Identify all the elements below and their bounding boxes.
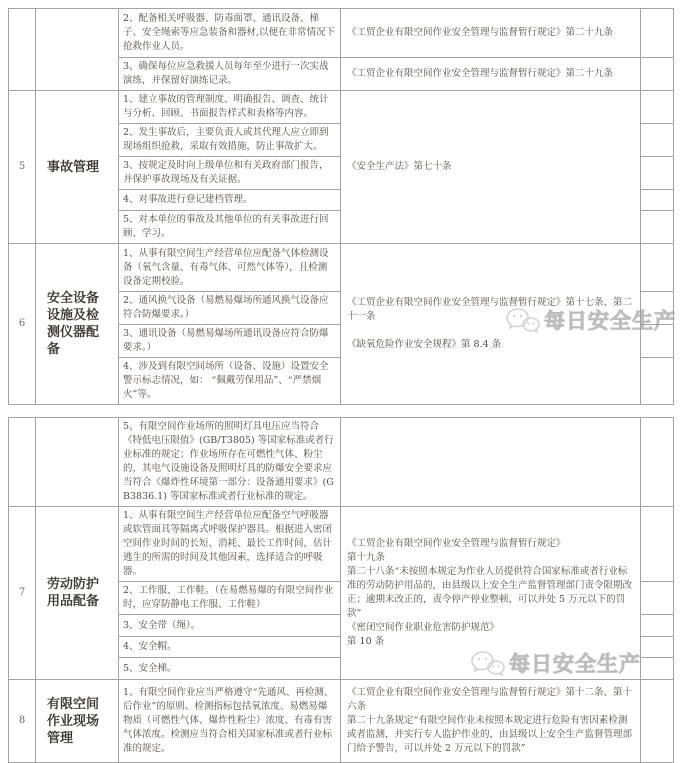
category-cell: 事故管理 [36, 91, 119, 244]
requirement-cell: 1、建立事故的管理制度、明确报告、调查、统计与分析、回顾、书面报告样式和表格等内容。 [119, 91, 341, 124]
check-cell [641, 615, 674, 637]
reference-line: 《工贸企业有限空间作业安全管理与监督暂行规定》第十七条、第二十一条 [347, 297, 633, 322]
category-cell: 有限空间作业现场管理 [36, 680, 119, 763]
watermark-text: 每日安全生产 [509, 652, 641, 676]
check-cell [641, 211, 674, 244]
check-cell [641, 124, 674, 157]
table-row [9, 244, 674, 292]
requirement-cell: 4、涉及到有限空间场所（设备、设施）设置安全警示标志情况，如： “佩戴劳保用品”、“严禁烟火”等。 [119, 358, 341, 405]
check-cell [641, 325, 674, 358]
row-number-cell [9, 418, 36, 507]
check-cell [641, 507, 674, 582]
reference-line: 第十九条 [347, 552, 386, 563]
reference-line: 第 10 条 [347, 636, 385, 647]
reference-cell: 《工贸企业有限空间作业安全管理与监督暂行规定》第二十九条 [341, 58, 641, 91]
reference-line: 第二十八条“未按照本规定为作业人员提供符合国家标准或者行业标准的劳动防护用品的，由县级以上安全生产监督管理部门责令限期改正；逾期未改正的，责令停产停业整顿，可以并处 5 万元以下的罚款” [347, 566, 633, 619]
reference-line: 第二十九条规定“有限空间作业未按照本规定进行危险有害因素检测或者监测，并实行专人监护作业的，由县级以上安全生产监督管理部门给予警告，可以并处 2 万元以下的罚款” [347, 715, 633, 754]
reference-line: 《密闭空间作业职业危害防护规范》 [347, 622, 500, 633]
table-row [9, 680, 674, 763]
row-number-cell [9, 9, 36, 91]
requirement-cell: 5、有限空间作业场所的照明灯具电压应当符合《特低电压限值》(GB/T3805) 等国家标准或者行业标准的规定；作业场所存在可燃性气体、粉尘的，其电气设施设备及照明灯具的防爆安全要求应当符合《爆炸性环境第一部分：设备通用要求》(GB3836.1) 等国家标准或者行业标准的规定。 [119, 418, 341, 507]
check-cell [641, 418, 674, 507]
check-cell [641, 582, 674, 615]
requirement-cell: 1、有限空间作业应当严格遵守“先通风、再检测、后作业”的原则。检测指标包括氧浓度、易燃易爆物质（可燃性气体、爆炸性粉尘）浓度、有毒有害气体浓度。检测应当符合相关国家标准或者行业标准的规定。 [119, 680, 341, 763]
check-cell [641, 680, 674, 763]
spacer [347, 324, 634, 338]
reference-cell: 《工贸企业有限空间作业安全管理与监督暂行规定》第二十九条 [341, 9, 641, 58]
requirement-cell: 3、安全带（绳）。 [119, 615, 341, 637]
reference-cell [341, 507, 641, 680]
table-row [9, 507, 674, 582]
check-cell [641, 58, 674, 91]
check-cell [641, 157, 674, 190]
requirement-cell: 5、安全梯。 [119, 658, 341, 680]
check-cell [641, 658, 674, 680]
requirement-cell: 3、确保每位应急救援人员每年至少进行一次实战演练，并保留好演练记录。 [119, 58, 341, 91]
requirement-cell: 2、工作服、工作鞋。（在易燃易爆的有限空间作业时，应穿防静电工作服、工作鞋） [119, 582, 341, 615]
checklist-table-top [8, 8, 674, 405]
reference-line: 《工贸企业有限空间作业安全管理与监督暂行规定》 [347, 538, 566, 549]
check-cell [641, 637, 674, 658]
check-cell [641, 91, 674, 124]
table-row [9, 418, 674, 507]
reference-cell [341, 418, 641, 507]
document-sheet [8, 8, 674, 763]
requirement-cell: 5、对本单位的事故及其他单位的有关事故进行回顾、学习。 [119, 211, 341, 244]
watermark-text: 每日安全生产 [544, 309, 676, 333]
category-cell [36, 418, 119, 507]
requirement-cell: 2、配备相关呼吸器、防毒面罩、通讯设备、梯子、安全绳索等应急装备和器材,以便在非常情况下抢救作业人员。 [119, 9, 341, 58]
row-number-cell: 6 [9, 244, 36, 405]
requirement-cell: 1、从事有限空间生产经营单位应配备气体检测设备（氧气含量、有毒气体、可然气体等），且检测设备定期校验。 [119, 244, 341, 292]
table-row [9, 91, 674, 124]
requirement-cell: 3、按规定及时向上级单位和有关政府部门报告，并保护事故现场及有关证据。 [119, 157, 341, 190]
requirement-cell: 2、通风换气设备（易燃易爆场所通风换气设备应符合防爆要求。） [119, 292, 341, 325]
requirement-cell: 3、通讯设备（易燃易爆场所通讯设备应符合防爆要求。） [119, 325, 341, 358]
requirement-cell: 1、从事有限空间生产经营单位应配备空气呼吸器或软管面具等隔离式呼吸保护器具。根据进入密闭空间作业时间的长短、消耗、最长工作时间，估计逃生的所需的时间及其他因素，选择适合的呼吸器。 [119, 507, 341, 582]
category-cell [36, 9, 119, 91]
check-cell [641, 292, 674, 325]
page-break-gap [8, 405, 674, 417]
requirement-cell: 4、对事故进行登记建档管理。 [119, 190, 341, 211]
checklist-table-bottom [8, 417, 674, 763]
requirement-cell: 2、发生事故后，主要负责人或其代理人应立即到现场组织抢救，采取有效措施，防止事故扩大。 [119, 124, 341, 157]
table-row [9, 9, 674, 58]
requirement-cell: 4、安全帽。 [119, 637, 341, 658]
row-number-cell: 7 [9, 507, 36, 680]
reference-cell: 《安全生产法》第七十条 [341, 91, 641, 244]
reference-line: 《缺氧危险作业安全规程》第 8.4 条 [347, 339, 502, 350]
check-cell [641, 358, 674, 405]
reference-cell [341, 244, 641, 405]
check-cell [641, 244, 674, 292]
check-cell [641, 9, 674, 58]
row-number-cell: 5 [9, 91, 36, 244]
row-number-cell: 8 [9, 680, 36, 763]
reference-cell [341, 680, 641, 763]
category-cell: 劳动防护用品配备 [36, 507, 119, 680]
category-cell: 安全设备设施及检测仪器配备 [36, 244, 119, 405]
reference-line: 《工贸企业有限空间作业安全管理与监督暂行规定》第十二条、第十六条 [347, 687, 633, 712]
check-cell [641, 190, 674, 211]
